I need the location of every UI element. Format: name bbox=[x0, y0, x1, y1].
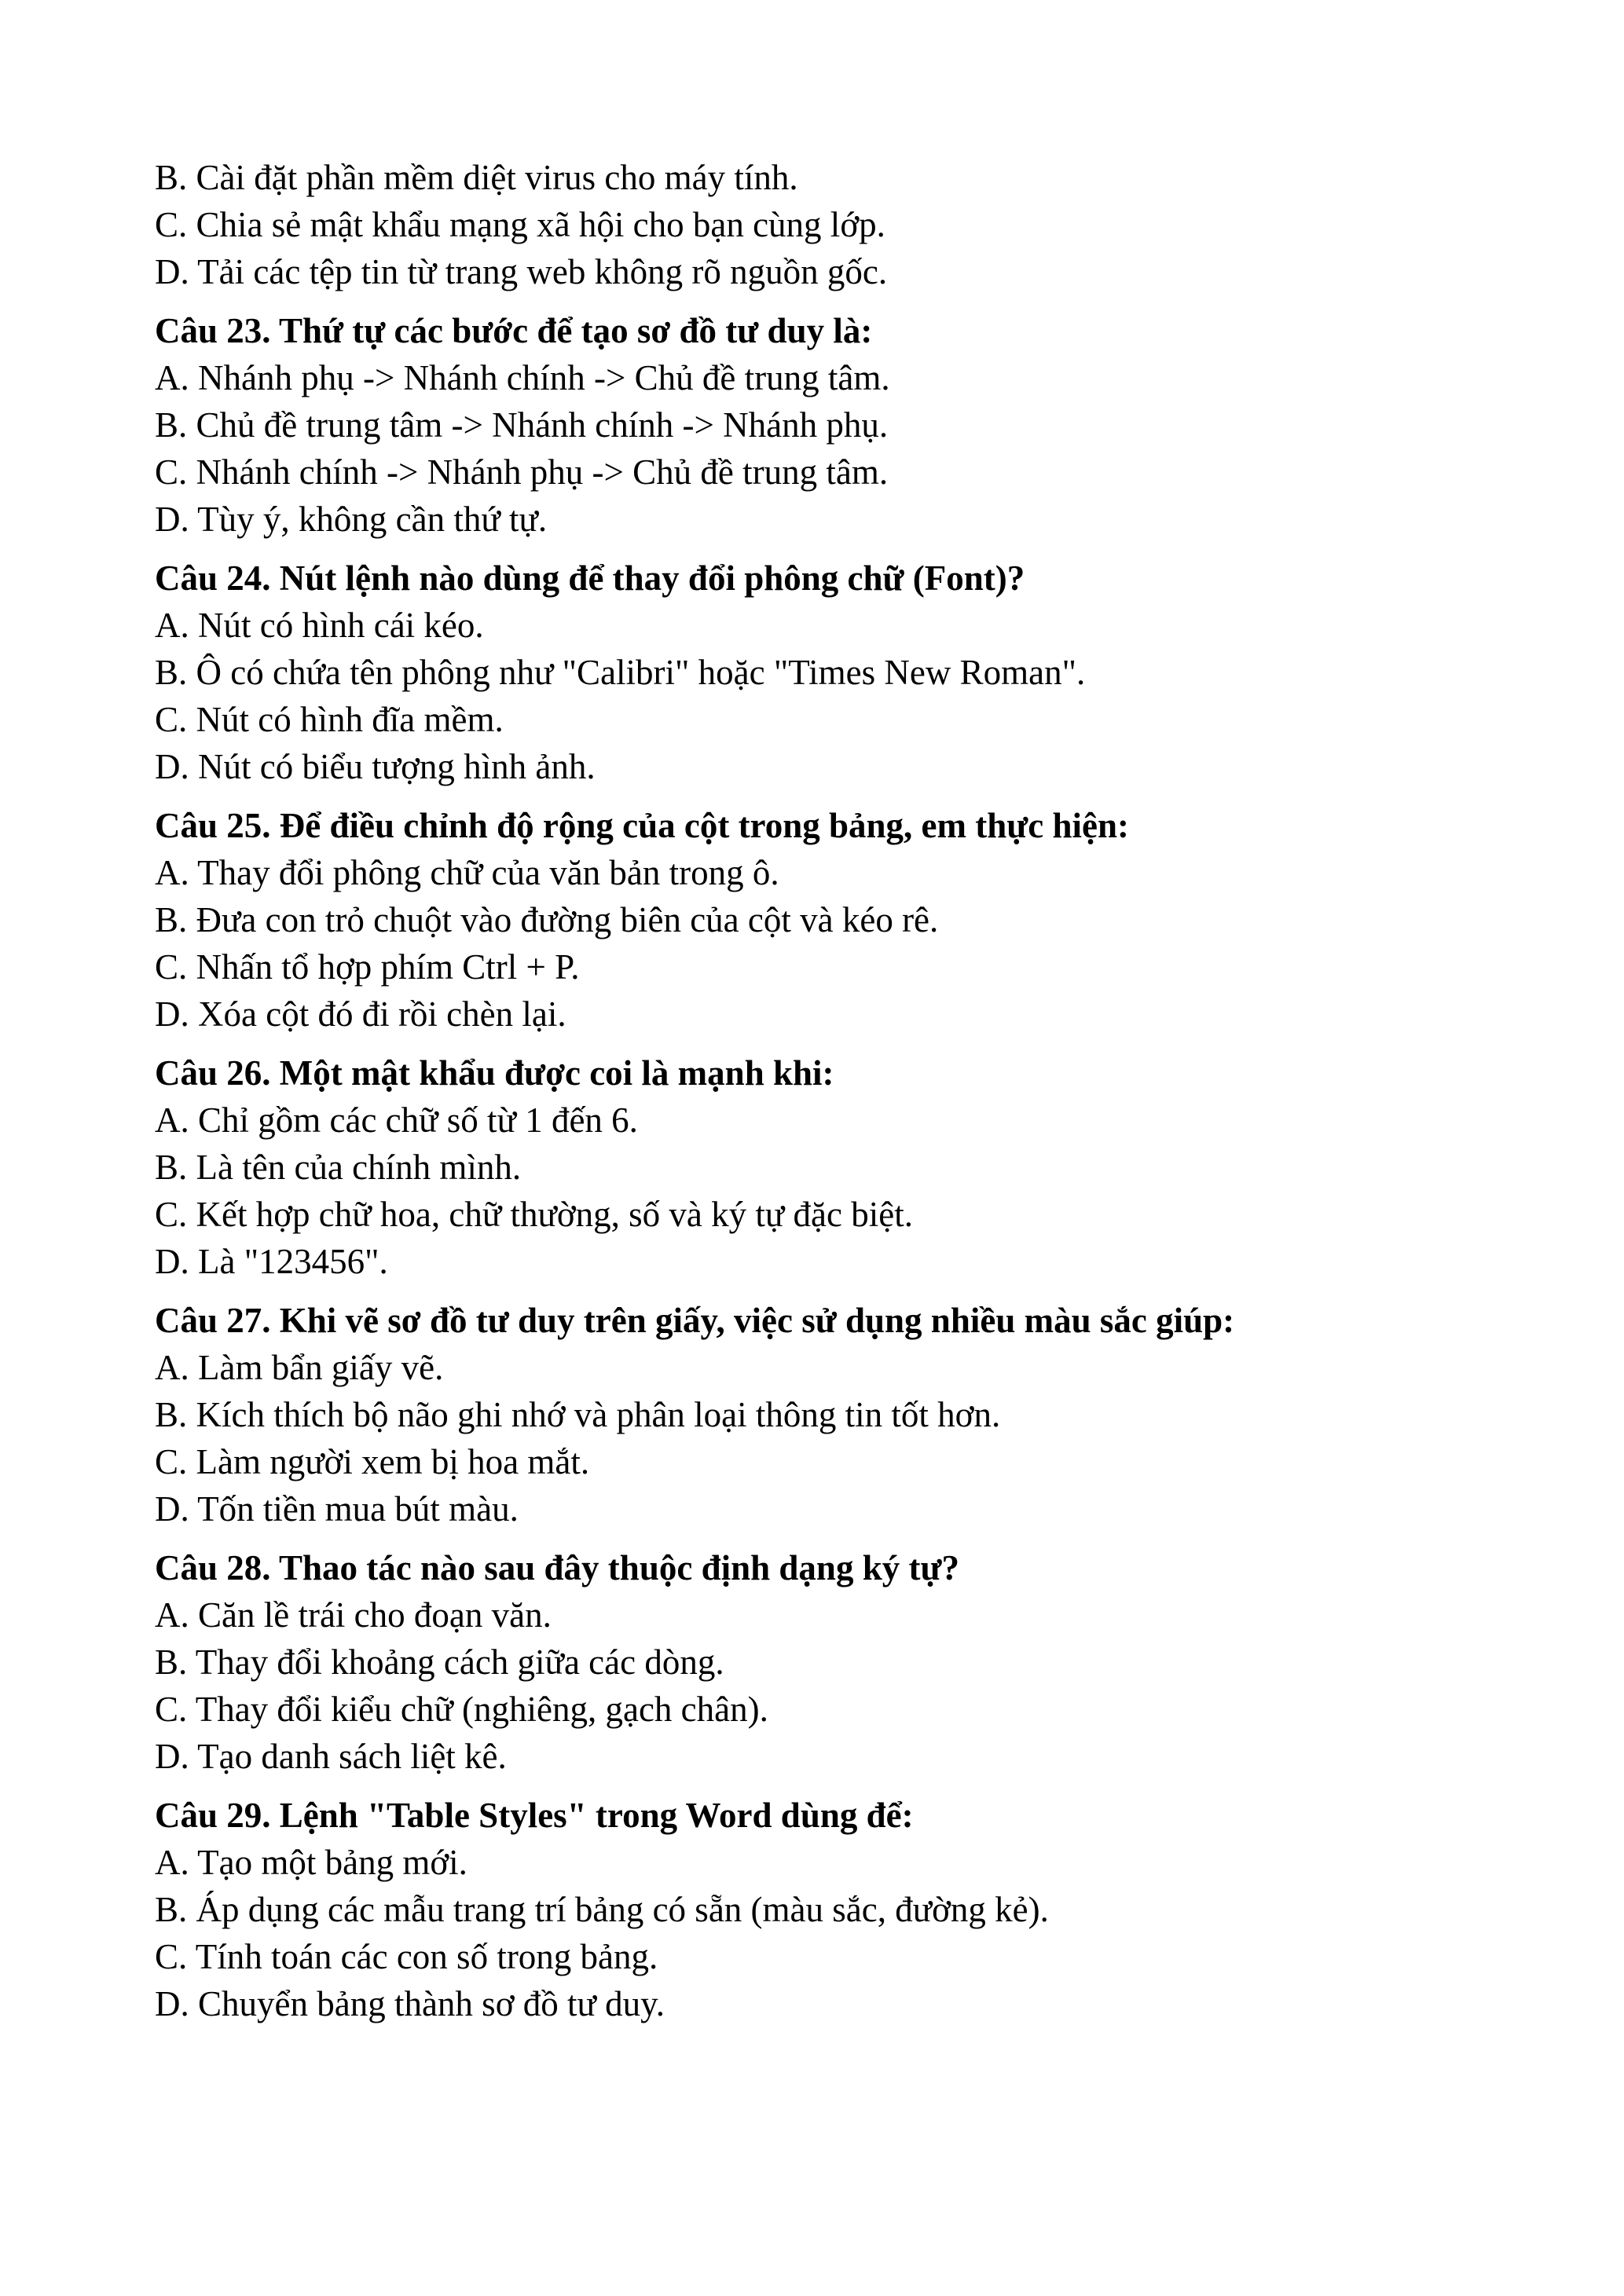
option-d: D. Tải các tệp tin từ trang web không rõ nguồn gốc. bbox=[155, 252, 888, 291]
question-title: Câu 23. Thứ tự các bước để tạo sơ đồ tư duy là: bbox=[155, 311, 873, 350]
option-a: A. Thay đổi phông chữ của văn bản trong ô. bbox=[155, 853, 779, 892]
question-22-continued bbox=[155, 154, 1490, 295]
option-b: B. Chủ đề trung tâm -> Nhánh chính -> Nhánh phụ. bbox=[155, 405, 889, 445]
question-24 bbox=[155, 555, 1490, 790]
option-c: C. Nhánh chính -> Nhánh phụ -> Chủ đề trung tâm. bbox=[155, 452, 889, 492]
option-d: D. Xóa cột đó đi rồi chèn lại. bbox=[155, 994, 566, 1034]
question-title: Câu 29. Lệnh "Table Styles" trong Word dùng để: bbox=[155, 1796, 914, 1835]
option-d: D. Nút có biểu tượng hình ảnh. bbox=[155, 747, 596, 786]
option-b: B. Kích thích bộ não ghi nhớ và phân loại thông tin tốt hơn. bbox=[155, 1395, 1001, 1434]
question-title: Câu 28. Thao tác nào sau đây thuộc định dạng ký tự? bbox=[155, 1548, 959, 1587]
question-25 bbox=[155, 802, 1490, 1038]
question-27 bbox=[155, 1297, 1490, 1532]
option-d: D. Tạo danh sách liệt kê. bbox=[155, 1737, 507, 1776]
option-c: C. Thay đổi kiểu chữ (nghiêng, gạch chân). bbox=[155, 1690, 768, 1729]
option-a: A. Căn lề trái cho đoạn văn. bbox=[155, 1595, 552, 1635]
question-title: Câu 26. Một mật khẩu được coi là mạnh khi: bbox=[155, 1053, 834, 1093]
option-c: C. Nút có hình đĩa mềm. bbox=[155, 700, 504, 739]
question-23 bbox=[155, 307, 1490, 543]
option-c: C. Làm người xem bị hoa mắt. bbox=[155, 1442, 590, 1481]
option-a: A. Chỉ gồm các chữ số từ 1 đến 6. bbox=[155, 1100, 638, 1140]
option-c: C. Chia sẻ mật khẩu mạng xã hội cho bạn cùng lớp. bbox=[155, 205, 885, 244]
option-b: B. Cài đặt phần mềm diệt virus cho máy tính. bbox=[155, 158, 798, 197]
option-b: B. Là tên của chính mình. bbox=[155, 1148, 522, 1187]
option-b: B. Thay đổi khoảng cách giữa các dòng. bbox=[155, 1642, 724, 1682]
option-d: D. Chuyển bảng thành sơ đồ tư duy. bbox=[155, 1984, 665, 2023]
question-28 bbox=[155, 1544, 1490, 1780]
question-title: Câu 25. Để điều chỉnh độ rộng của cột trong bảng, em thực hiện: bbox=[155, 806, 1130, 845]
option-b: B. Đưa con trỏ chuột vào đường biên của cột và kéo rê. bbox=[155, 900, 939, 939]
option-d: D. Là "123456". bbox=[155, 1242, 388, 1281]
option-b: B. Ô có chứa tên phông như "Calibri" hoặc "Times New Roman". bbox=[155, 653, 1086, 692]
option-a: A. Tạo một bảng mới. bbox=[155, 1843, 467, 1882]
option-a: A. Nút có hình cái kéo. bbox=[155, 606, 484, 645]
question-title: Câu 24. Nút lệnh nào dùng để thay đổi phông chữ (Font)? bbox=[155, 558, 1025, 598]
question-title: Câu 27. Khi vẽ sơ đồ tư duy trên giấy, việc sử dụng nhiều màu sắc giúp: bbox=[155, 1301, 1235, 1340]
option-c: C. Tính toán các con số trong bảng. bbox=[155, 1937, 658, 1976]
question-26 bbox=[155, 1049, 1490, 1285]
question-29 bbox=[155, 1792, 1490, 2027]
option-c: C. Kết hợp chữ hoa, chữ thường, số và ký tự đặc biệt. bbox=[155, 1195, 913, 1234]
document-page bbox=[155, 154, 1490, 2027]
option-b: B. Áp dụng các mẫu trang trí bảng có sẵn (màu sắc, đường kẻ). bbox=[155, 1890, 1049, 1929]
option-d: D. Tốn tiền mua bút màu. bbox=[155, 1489, 519, 1529]
option-d: D. Tùy ý, không cần thứ tự. bbox=[155, 500, 548, 539]
option-a: A. Nhánh phụ -> Nhánh chính -> Chủ đề trung tâm. bbox=[155, 358, 890, 397]
option-a: A. Làm bẩn giấy vẽ. bbox=[155, 1348, 444, 1387]
option-c: C. Nhấn tổ hợp phím Ctrl + P. bbox=[155, 947, 580, 987]
